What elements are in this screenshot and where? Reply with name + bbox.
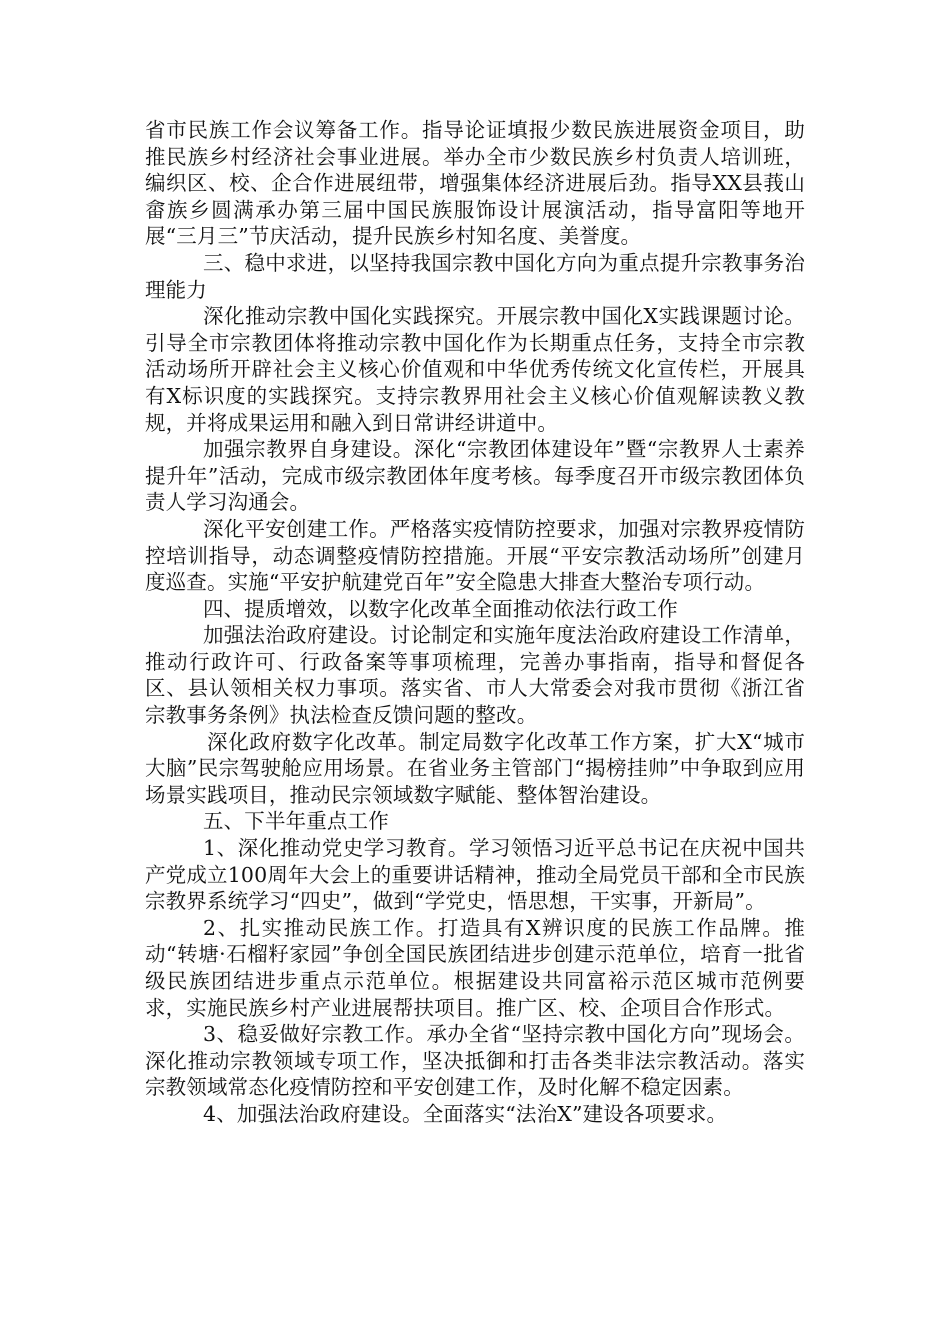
list-item-religious-work: 3、稳妥做好宗教工作。承办全省“坚持宗教中国化方向”现场会。深化推动宗教领域专项工作，坚决抵御和打击各类非法宗教活动。落实宗教领域常态化疫情防控和平安创建工作，及时化解不稳定因素。 [145, 1022, 805, 1100]
section-heading-five: 五、下半年重点工作 [203, 809, 389, 834]
section-heading-four: 四、提质增效，以数字化改革全面推动依法行政工作 [203, 596, 678, 621]
paragraph-religious-self-building: 加强宗教界自身建设。深化“宗教团体建设年”暨“宗教界人士素养提升年”活动，完成市级宗教团体年度考核。每季度召开市级宗教团体负责人学习沟通会。 [145, 437, 805, 515]
paragraph-digital-reform: 深化政府数字化改革。制定局数字化改革工作方案，扩大X“城市大脑”民宗驾驶舱应用场景。在省业务主管部门“揭榜挂帅”中争取到应用场景实践项目，推动民宗领域数字赋能、整体智治建设。 [145, 729, 805, 807]
list-item-rule-of-law: 4、加强法治政府建设。全面落实“法治X”建设各项要求。 [203, 1101, 728, 1126]
list-item-party-history: 1、深化推动党史学习教育。学习领悟习近平总书记在庆祝中国共产党成立100周年大会上的重要讲话精神，推动全局党员干部和全市民族宗教界系统学习“四史”，做到“学党史，悟思想，干实事，开新局”。 [145, 836, 805, 914]
paragraph-religion-sinicization: 深化推动宗教中国化实践探究。开展宗教中国化X实践课题讨论。引导全市宗教团体将推动宗教中国化作为长期重点任务，支持全市宗教活动场所开辟社会主义核心价值观和中华优秀传统文化宣传栏，开展具有X标识度的实践探究。支持宗教界用社会主义核心价值观解读教义教规，并将成果运用和融入到日常讲经讲道中。 [145, 304, 805, 435]
list-item-ethnic-work: 2、扎实推动民族工作。打造具有X辨识度的民族工作品牌。推动“转塘·石榴籽家园”争创全国民族团结进步创建示范单位，培育一批省级民族团结进步重点示范单位。根据建设共同富裕示范区城市范例要求，实施民族乡村产业进展帮扶项目。推广区、校、企项目合作形式。 [145, 915, 805, 1020]
paragraph-safety-creation: 深化平安创建工作。严格落实疫情防控要求，加强对宗教界疫情防控培训指导，动态调整疫情防控措施。开展“平安宗教活动场所”创建月度巡查。实施“平安护航建党百年”安全隐患大排查大整治专项行动。 [145, 516, 805, 595]
paragraph-ethnic-work-continued: 省市民族工作会议筹备工作。指导论证填报少数民族进展资金项目，助推民族乡村经济社会事业进展。举办全市少数民族乡村负责人培训班，编织区、校、企合作进展纽带，增强集体经济进展后劲。指导XX县莪山畲族乡圆满承办第三届中国民族服饰设计展演活动，指导富阳等地开展“三月三”节庆活动，提升民族乡村知名度、美誉度。 [145, 118, 805, 249]
document-body [145, 117, 805, 1128]
paragraph-rule-of-law: 加强法治政府建设。讨论制定和实施年度法治政府建设工作清单，推动行政许可、行政备案等事项梳理，完善办事指南，指导和督促各区、县认领相关权力事项。落实省、市人大常委会对我市贯彻《浙江省宗教事务条例》执法检查反馈问题的整改。 [145, 623, 805, 728]
section-heading-three: 三、稳中求进，以坚持我国宗教中国化方向为重点提升宗教事务治理能力 [145, 250, 805, 302]
